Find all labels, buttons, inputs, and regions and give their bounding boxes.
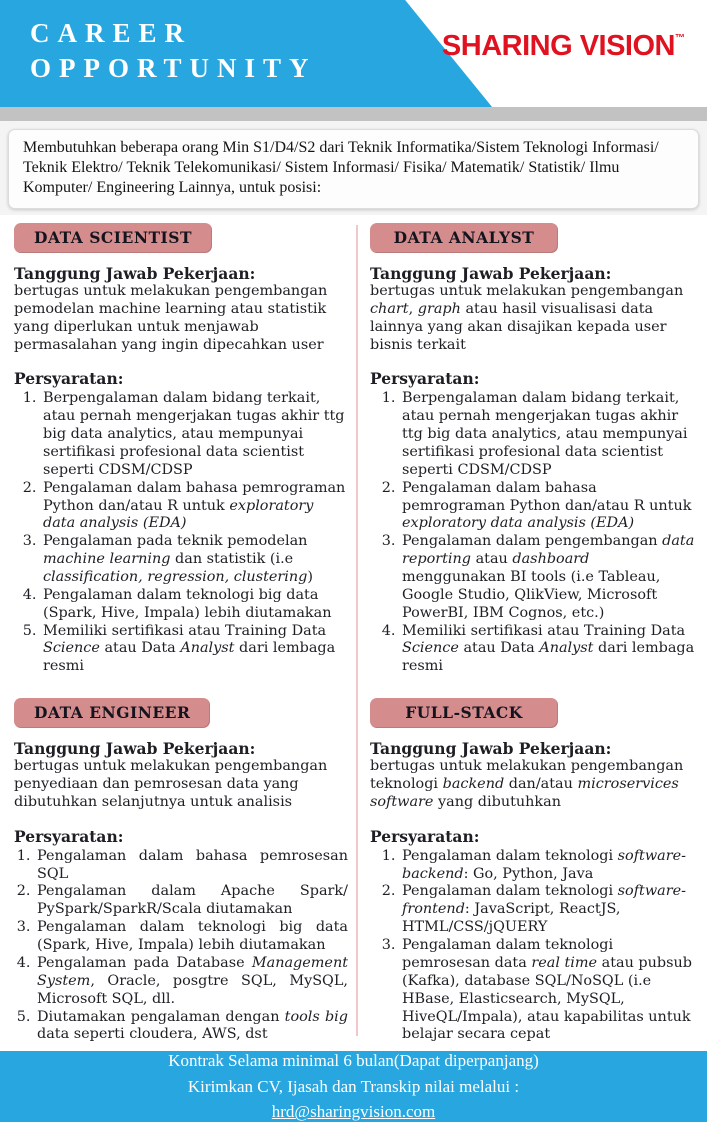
brand-name: SHARING VISION [441,30,675,62]
section-title-badge [370,223,558,253]
brand-logo [442,30,685,63]
requirement-item: 3. Pengalaman dalam teknologi pemrosesan data real time atau pubsub (Kafka), database SQL/NoSQL (i.e HBase, Elasticsearch, MySQL, HiveQL/Impala), atau kapabilitas untuk belajar secara cepat [400,937,697,1044]
requirement-item: 5. Diutamakan pengalaman dengan tools big data seperti cloudera, AWS, dst [35,1009,348,1045]
responsibility-label: Tanggung Jawab Pekerjaan: [370,739,612,759]
responsibility-label: Tanggung Jawab Pekerjaan: [370,264,612,283]
requirement-item: 4. Pengalaman dalam teknologi big data (Spark, Hive, Impala) lebih diutamakan [41,587,348,623]
section-title: DATA ANALYST [393,228,535,247]
responsibility-text: bertugas untuk melakukan pengembangan teknologi backend dan/atau microservices software yang dibutuhkan [370,758,684,810]
section-data-engineer [14,698,348,1044]
requirement-item: 3. Pengalaman dalam pengembangan data reporting atau dashboard menggunakan BI tools (i.e Tableau, Google Studio, QlikView, Microsoft PowerBI, IBM Cognos, etc.) [400,533,697,622]
requirement-item: 1. Pengalaman dalam bahasa pemrosesan SQL [35,848,348,884]
email-link[interactable]: hrd@sharingvision.com [271,1102,436,1122]
requirements-list [370,390,697,676]
responsibility-text: bertugas untuk melakukan pengembangan chart, graph atau hasil visualisasi data lainnya yang akan disajikan kepada user bisnis terkait [370,283,684,353]
page-title-line1: CAREER [30,18,193,48]
requirements-list [14,848,348,1044]
intro-band [0,121,707,215]
requirements-label: Persyaratan: [14,369,124,389]
requirements-label: Persyaratan: [370,369,480,389]
section-data-scientist [14,223,348,676]
requirement-item: 5. Memiliki sertifikasi atau Training Data Science atau Data Analyst dari lembaga resmi [41,623,348,677]
section-title-badge [14,698,210,728]
requirement-item: 3. Pengalaman dalam teknologi big data (Spark, Hive, Impala) lebih diutamakan [35,919,348,955]
section-full-stack [370,698,697,1044]
requirement-item: 1. Pengalaman dalam teknologi software-backend: Go, Python, Java [400,848,697,884]
positions-area [0,215,707,1044]
page-title [30,16,317,86]
requirement-item: 1. Berpengalaman dalam bidang terkait, atau pernah mengerjakan tugas akhir ttg big data analytics, atau mempunyai sertifikasi profesional data scientist seperti CDSM/CDSP [400,390,697,479]
requirement-item: 2. Pengalaman dalam bahasa pemrograman Python dan/atau R untuk exploratory data analysis (EDA) [400,480,697,534]
left-column [14,223,348,1044]
requirement-item: 1. Berpengalaman dalam bidang terkait, atau pernah mengerjakan tugas akhir ttg big data analytics, atau mempunyai sertifikasi profesional data scientist seperti CDSM/CDSP [41,390,348,479]
intro-text: Membutuhkan beberapa orang Min S1/D4/S2 dari Teknik Informatika/Sistem Teknologi Informasi/ Teknik Elektro/ Teknik Telekomunikasi/ Sistem Informasi/ Fisika/ Matematik/ Statistik/ Ilmu Komputer/ Engineering Lainnya, untuk posisi: [8,129,699,209]
footer-contact [0,1044,707,1122]
page-title-line2: OPPORTUNITY [30,53,317,84]
section-title-badge [14,223,212,253]
footer-email-line [0,1099,707,1125]
section-title: FULL-STACK [405,703,523,723]
requirement-item: 2. Pengalaman dalam Apache Spark/ PySpark/SparkR/Scala diutamakan [35,883,348,919]
footer-send-line: Kirimkan CV, Ijasah dan Transkip nilai melalui : [187,1076,520,1096]
section-data-analyst [370,223,697,676]
header-divider-bar [0,107,707,121]
section-title: DATA ENGINEER [34,703,191,723]
responsibility-text: bertugas untuk melakukan pengembangan pemodelan machine learning atau statistik yang diperlukan untuk menjawab permasalahan yang ingin dipecahkan user [14,283,328,353]
section-title-badge [370,698,558,728]
requirement-item: 2. Pengalaman dalam bahasa pemrograman Python dan/atau R untuk exploratory data analysis (EDA) [41,480,348,534]
footer-contract-line: Kontrak Selama minimal 6 bulan(Dapat diperpanjang) [168,1051,539,1071]
section-title: DATA SCIENTIST [34,228,193,247]
requirement-item: 4. Pengalaman pada Database Management System, Oracle, posgtre SQL, MySQL, Microsoft SQL, dll. [35,955,348,1009]
requirements-list [370,848,697,1044]
responsibility-text: bertugas untuk melakukan pengembangan penyediaan dan pemrosesan data yang dibutuhkan selanjutnya untuk analisis [14,758,328,810]
requirement-item: 3. Pengalaman pada teknik pemodelan machine learning dan statistik (i.e classification, regression, clustering) [41,533,348,587]
requirement-item: 2. Pengalaman dalam teknologi software-frontend: JavaScript, ReactJS, HTML/CSS/jQUERY [400,883,697,937]
requirements-label: Persyaratan: [14,826,124,846]
responsibility-label: Tanggung Jawab Pekerjaan: [14,264,256,283]
trademark-symbol: ™ [675,33,685,44]
requirement-item: 4. Memiliki sertifikasi atau Training Data Science atau Data Analyst dari lembaga resmi [400,623,697,677]
header-banner [0,0,707,107]
responsibility-label: Tanggung Jawab Pekerjaan: [14,739,256,759]
requirements-label: Persyaratan: [370,826,480,846]
column-divider [356,225,358,1036]
requirements-list [14,390,348,676]
right-column [364,223,697,1044]
